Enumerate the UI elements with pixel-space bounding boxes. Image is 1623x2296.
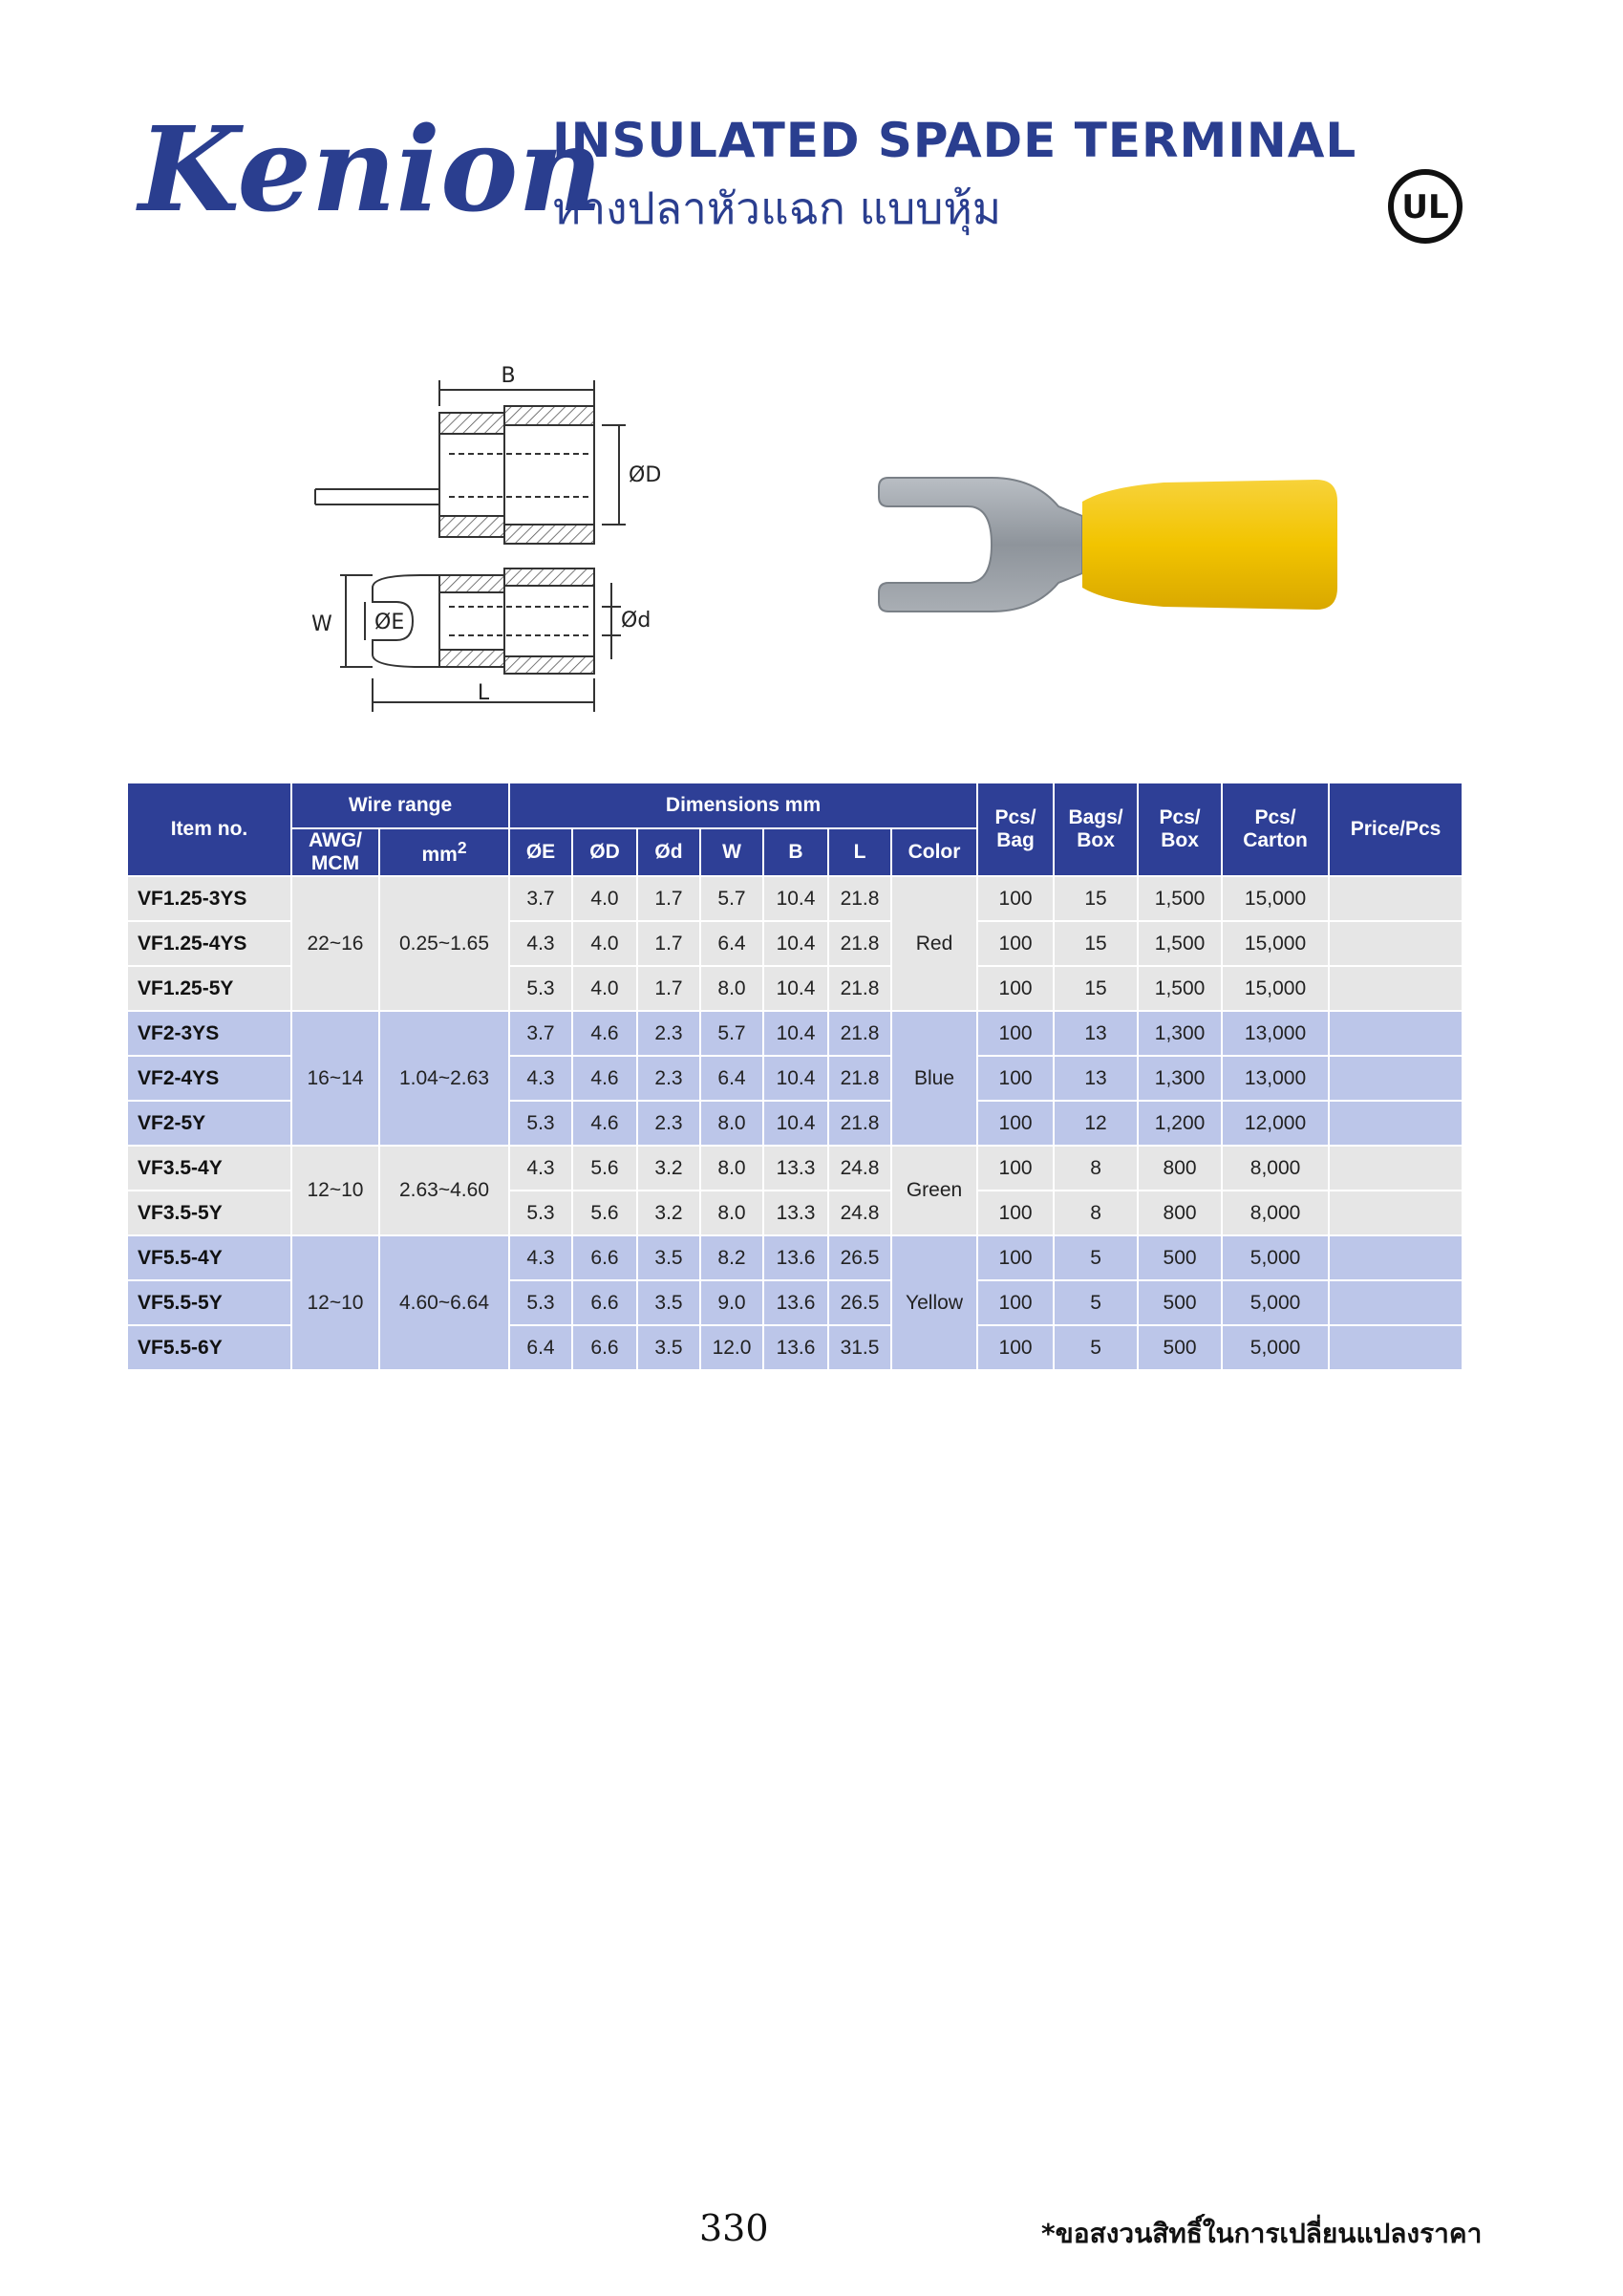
spec-table <box>126 782 1463 1371</box>
table-cell: 24.8 <box>828 1146 891 1191</box>
table-cell: VF5.5-5Y <box>127 1280 291 1325</box>
header-awg: AWG/ MCM <box>291 828 379 876</box>
table-cell: 9.0 <box>700 1280 763 1325</box>
page-number: 330 <box>699 2207 769 2249</box>
table-row <box>127 1235 1463 1280</box>
ul-text: UL <box>1401 188 1449 226</box>
table-cell: 15 <box>1054 966 1138 1011</box>
table-cell: 26.5 <box>828 1235 891 1280</box>
table-cell: 8.0 <box>700 966 763 1011</box>
table-cell: 8 <box>1054 1146 1138 1191</box>
table-cell: 5 <box>1054 1325 1138 1370</box>
table-cell: 100 <box>977 921 1054 966</box>
table-cell: VF5.5-6Y <box>127 1325 291 1370</box>
table-cell: 500 <box>1138 1325 1222 1370</box>
table-cell <box>1329 966 1463 1011</box>
table-cell: 13.6 <box>763 1325 828 1370</box>
header-pcs-box: Pcs/ Box <box>1138 783 1222 876</box>
color-cell: Green <box>891 1146 977 1235</box>
spade-terminal-photo <box>877 449 1345 640</box>
table-cell: 8 <box>1054 1191 1138 1235</box>
table-cell: VF3.5-4Y <box>127 1146 291 1191</box>
label-od-small: Ød <box>621 609 651 633</box>
table-cell: 15 <box>1054 921 1138 966</box>
table-cell: 1.7 <box>637 966 700 1011</box>
wire-mm2: 4.60~6.64 <box>379 1235 509 1370</box>
header-color: Color <box>891 828 977 876</box>
kenion-logo <box>139 88 604 238</box>
table-cell: 3.2 <box>637 1146 700 1191</box>
table-cell: 15,000 <box>1222 966 1329 1011</box>
table-cell <box>1329 1146 1463 1191</box>
table-cell: 6.6 <box>572 1235 637 1280</box>
table-cell: 1,500 <box>1138 921 1222 966</box>
table-cell: 100 <box>977 1325 1054 1370</box>
table-cell: 2.3 <box>637 1011 700 1056</box>
table-cell: 10.4 <box>763 966 828 1011</box>
table-cell <box>1329 921 1463 966</box>
table-cell: 4.6 <box>572 1056 637 1101</box>
header-pcs-bag: Pcs/ Bag <box>977 783 1054 876</box>
table-cell: 13,000 <box>1222 1056 1329 1101</box>
table-cell: 5.7 <box>700 1011 763 1056</box>
table-cell: 1.7 <box>637 921 700 966</box>
table-cell: 3.2 <box>637 1191 700 1235</box>
table-cell: 6.4 <box>700 921 763 966</box>
table-cell: 1,500 <box>1138 966 1222 1011</box>
table-row <box>127 1146 1463 1191</box>
table-cell: 4.3 <box>509 921 572 966</box>
header-dimensions: Dimensions mm <box>509 783 977 828</box>
header-od: ØD <box>572 828 637 876</box>
wire-awg: 12~10 <box>291 1235 379 1370</box>
table-cell: 5.3 <box>509 1101 572 1146</box>
ul-certification-icon <box>1387 168 1463 245</box>
table-cell: 100 <box>977 1056 1054 1101</box>
table-cell: 5,000 <box>1222 1325 1329 1370</box>
dimension-diagram <box>306 363 764 736</box>
table-cell: VF2-4YS <box>127 1056 291 1101</box>
price-change-note: *ขอสงวนสิทธิ์ในการเปลี่ยนแปลงราคา <box>1041 2218 1483 2249</box>
table-row <box>127 1011 1463 1056</box>
table-cell: 3.7 <box>509 876 572 921</box>
table-cell: 13.6 <box>763 1280 828 1325</box>
table-cell: 100 <box>977 1011 1054 1056</box>
table-cell: VF1.25-5Y <box>127 966 291 1011</box>
table-cell <box>1329 1191 1463 1235</box>
table-cell: 21.8 <box>828 966 891 1011</box>
table-cell: 100 <box>977 966 1054 1011</box>
table-cell: 4.3 <box>509 1146 572 1191</box>
table-cell: 4.0 <box>572 921 637 966</box>
table-cell: 4.0 <box>572 966 637 1011</box>
table-cell: 5.6 <box>572 1146 637 1191</box>
table-cell: 8.0 <box>700 1191 763 1235</box>
table-cell: 4.3 <box>509 1056 572 1101</box>
table-cell: 8.0 <box>700 1101 763 1146</box>
label-l: L <box>477 681 490 705</box>
table-cell: 5.7 <box>700 876 763 921</box>
table-cell: 4.3 <box>509 1235 572 1280</box>
table-cell: 21.8 <box>828 1011 891 1056</box>
table-cell: 15 <box>1054 876 1138 921</box>
table-cell: VF5.5-4Y <box>127 1235 291 1280</box>
table-cell: 31.5 <box>828 1325 891 1370</box>
table-cell: 3.5 <box>637 1325 700 1370</box>
table-cell: 5.6 <box>572 1191 637 1235</box>
table-cell: 100 <box>977 1191 1054 1235</box>
table-cell <box>1329 1011 1463 1056</box>
table-cell: 1.7 <box>637 876 700 921</box>
table-cell: 13.3 <box>763 1191 828 1235</box>
table-cell: 21.8 <box>828 1056 891 1101</box>
table-cell: VF3.5-5Y <box>127 1191 291 1235</box>
table-cell: 5,000 <box>1222 1235 1329 1280</box>
table-cell: 5 <box>1054 1280 1138 1325</box>
table-cell: 15,000 <box>1222 876 1329 921</box>
label-w: W <box>311 612 332 636</box>
header-l: L <box>828 828 891 876</box>
header-item-no: Item no. <box>127 783 291 876</box>
table-cell: VF1.25-3YS <box>127 876 291 921</box>
table-cell: VF2-5Y <box>127 1101 291 1146</box>
table-cell: 3.7 <box>509 1011 572 1056</box>
header-wire-range: Wire range <box>291 783 509 828</box>
table-cell: 6.6 <box>572 1280 637 1325</box>
table-cell: 800 <box>1138 1146 1222 1191</box>
table-cell <box>1329 1325 1463 1370</box>
table-cell <box>1329 1280 1463 1325</box>
table-cell: 8.0 <box>700 1146 763 1191</box>
table-cell: VF2-3YS <box>127 1011 291 1056</box>
table-cell: 2.3 <box>637 1101 700 1146</box>
label-oe: ØE <box>374 611 405 634</box>
color-cell: Blue <box>891 1011 977 1146</box>
table-cell: 100 <box>977 876 1054 921</box>
header-oe: ØE <box>509 828 572 876</box>
table-cell: 4.6 <box>572 1011 637 1056</box>
table-cell: 100 <box>977 1146 1054 1191</box>
table-cell: 6.4 <box>509 1325 572 1370</box>
table-cell: 100 <box>977 1280 1054 1325</box>
wire-mm2: 2.63~4.60 <box>379 1146 509 1235</box>
table-cell: VF1.25-4YS <box>127 921 291 966</box>
table-cell: 12.0 <box>700 1325 763 1370</box>
table-cell <box>1329 876 1463 921</box>
table-cell: 800 <box>1138 1191 1222 1235</box>
wire-mm2: 1.04~2.63 <box>379 1011 509 1146</box>
table-cell: 2.3 <box>637 1056 700 1101</box>
table-cell: 5,000 <box>1222 1280 1329 1325</box>
table-cell: 1,300 <box>1138 1011 1222 1056</box>
table-cell: 500 <box>1138 1280 1222 1325</box>
table-cell: 100 <box>977 1101 1054 1146</box>
table-cell: 13.3 <box>763 1146 828 1191</box>
table-cell: 10.4 <box>763 876 828 921</box>
header-mm2: $mm^2$ <box>379 828 509 876</box>
label-b: B <box>501 364 516 388</box>
table-cell: 26.5 <box>828 1280 891 1325</box>
table-cell: 3.5 <box>637 1280 700 1325</box>
page-title: INSULATED SPADE TERMINAL <box>552 113 1357 168</box>
table-cell: 500 <box>1138 1235 1222 1280</box>
table-cell: 6.6 <box>572 1325 637 1370</box>
table-cell: 10.4 <box>763 1101 828 1146</box>
header-pcs-carton: Pcs/ Carton <box>1222 783 1329 876</box>
table-cell: 1,300 <box>1138 1056 1222 1101</box>
table-row <box>127 876 1463 921</box>
table-cell: 12,000 <box>1222 1101 1329 1146</box>
wire-awg: 16~14 <box>291 1011 379 1146</box>
header-bags-box: Bags/ Box <box>1054 783 1138 876</box>
header-price: Price/Pcs <box>1329 783 1463 876</box>
brand-wordmark: Kenion <box>139 100 604 238</box>
table-cell: 5.3 <box>509 966 572 1011</box>
table-cell: 8,000 <box>1222 1146 1329 1191</box>
header-w: W <box>700 828 763 876</box>
table-cell: 1,200 <box>1138 1101 1222 1146</box>
wire-awg: 22~16 <box>291 876 379 1011</box>
table-cell <box>1329 1235 1463 1280</box>
table-cell: 13 <box>1054 1011 1138 1056</box>
table-cell: 5.3 <box>509 1191 572 1235</box>
table-cell: 24.8 <box>828 1191 891 1235</box>
table-cell: 13,000 <box>1222 1011 1329 1056</box>
color-cell: Yellow <box>891 1235 977 1370</box>
table-cell: 5 <box>1054 1235 1138 1280</box>
table-cell: 6.4 <box>700 1056 763 1101</box>
wire-mm2: 0.25~1.65 <box>379 876 509 1011</box>
table-cell: 3.5 <box>637 1235 700 1280</box>
table-cell: 21.8 <box>828 921 891 966</box>
table-cell: 10.4 <box>763 1011 828 1056</box>
table-cell <box>1329 1056 1463 1101</box>
header-b: B <box>763 828 828 876</box>
table-cell: 21.8 <box>828 876 891 921</box>
table-cell: 4.6 <box>572 1101 637 1146</box>
table-cell: 8.2 <box>700 1235 763 1280</box>
table-cell: 100 <box>977 1235 1054 1280</box>
table-cell: 15,000 <box>1222 921 1329 966</box>
table-cell: 13.6 <box>763 1235 828 1280</box>
table-cell: 10.4 <box>763 921 828 966</box>
wire-awg: 12~10 <box>291 1146 379 1235</box>
page-subtitle-thai: หางปลาหัวแฉก แบบหุ้ม <box>552 182 1002 234</box>
table-cell: 8,000 <box>1222 1191 1329 1235</box>
table-cell: 4.0 <box>572 876 637 921</box>
color-cell: Red <box>891 876 977 1011</box>
table-cell: 5.3 <box>509 1280 572 1325</box>
table-cell: 1,500 <box>1138 876 1222 921</box>
table-cell <box>1329 1101 1463 1146</box>
header-od-small: Ød <box>637 828 700 876</box>
table-cell: 10.4 <box>763 1056 828 1101</box>
table-cell: 21.8 <box>828 1101 891 1146</box>
label-od: ØD <box>629 463 662 487</box>
table-cell: 12 <box>1054 1101 1138 1146</box>
table-cell: 13 <box>1054 1056 1138 1101</box>
